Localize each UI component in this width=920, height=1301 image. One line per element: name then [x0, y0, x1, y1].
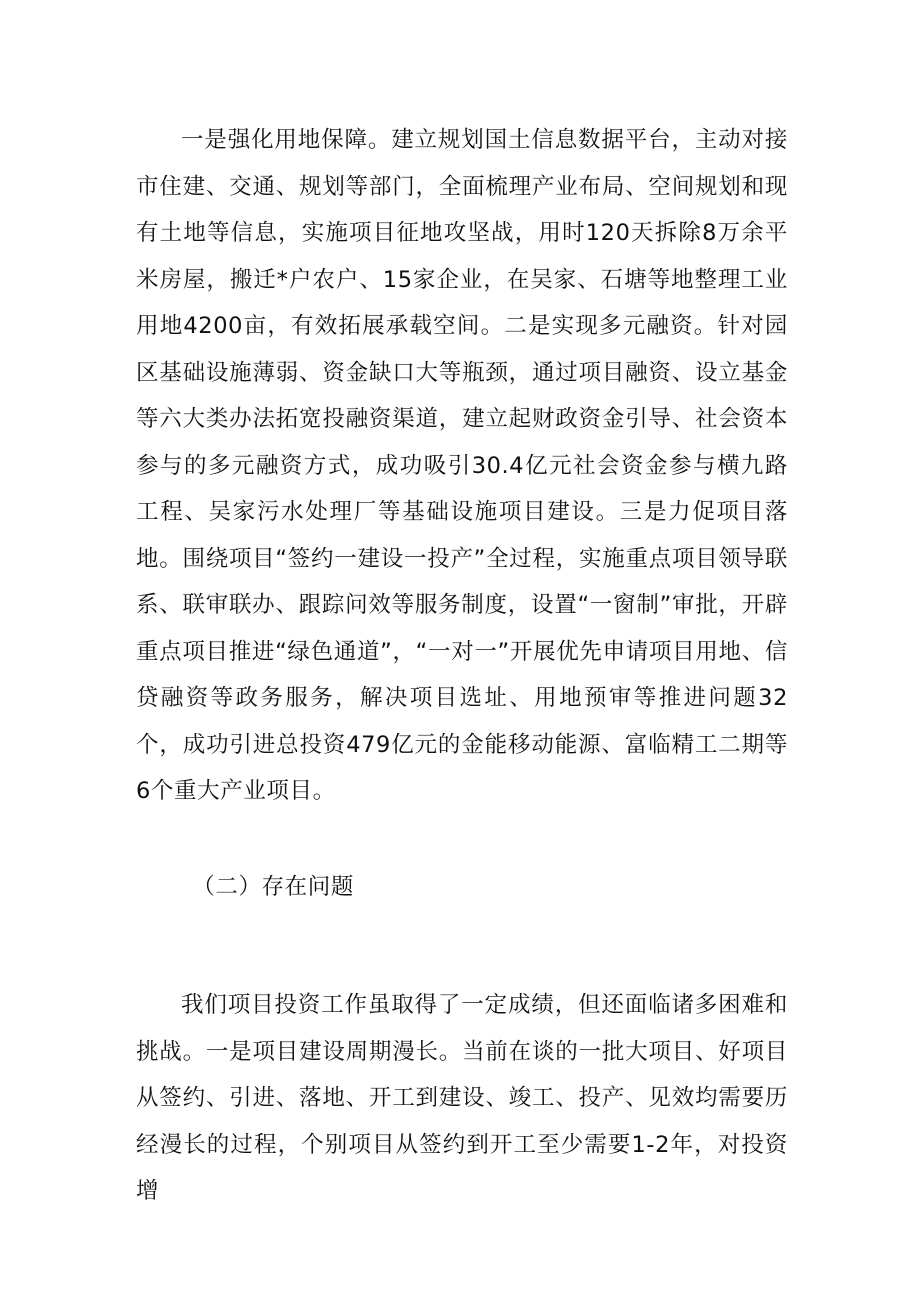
body-paragraph-land-finance-projects: 一是强化用地保障。建立规划国土信息数据平台，主动对接市住建、交通、规划等部门，全面梳理产业布局、空间规划和现有土地等信息，实施项目征地攻坚战，用时120天拆除8万余平米房屋，搬迁*户农户、15家企业，在吴家、石塘等地整理工业用地4200亩，有效拓展承载空间。二是实现多元融资。针对园区基础设施薄弱、资金缺口大等瓶颈，通过项目融资、设立基金等六大类办法拓宽投融资渠道，建立起财政资金引导、社会资本参与的多元融资方式，成功吸引30.4亿元社会资金参与横九路工程、吴家污水处理厂等基础设施项目建设。三是力促项目落地。围绕项目“签约一建设一投产”全过程，实施重点项目领导联系、联审联办、跟踪问效等服务制度，设置“一窗制”审批，开辟重点项目推进“绿色通道”，“一对一”开展优先申请项目用地、信贷融资等政务服务，解决项目选址、用地预审等推进问题32个，成功引进总投资479亿元的金能移动能源、富临精工二期等6个重大产业项目。 — [136, 127, 788, 804]
section-heading-existing-problems: （二）存在问题 — [192, 874, 354, 900]
body-paragraph-problems: 我们项目投资工作虽取得了一定成绩，但还面临诸多困难和挑战。一是项目建设周期漫长。当前在谈的一批大项目、好项目从签约、引进、落地、开工到建设、竣工、投产、见效均需要历经漫长的过程，个别项目从签约到开工至少需要1-2年，对投资增 — [136, 992, 788, 1204]
